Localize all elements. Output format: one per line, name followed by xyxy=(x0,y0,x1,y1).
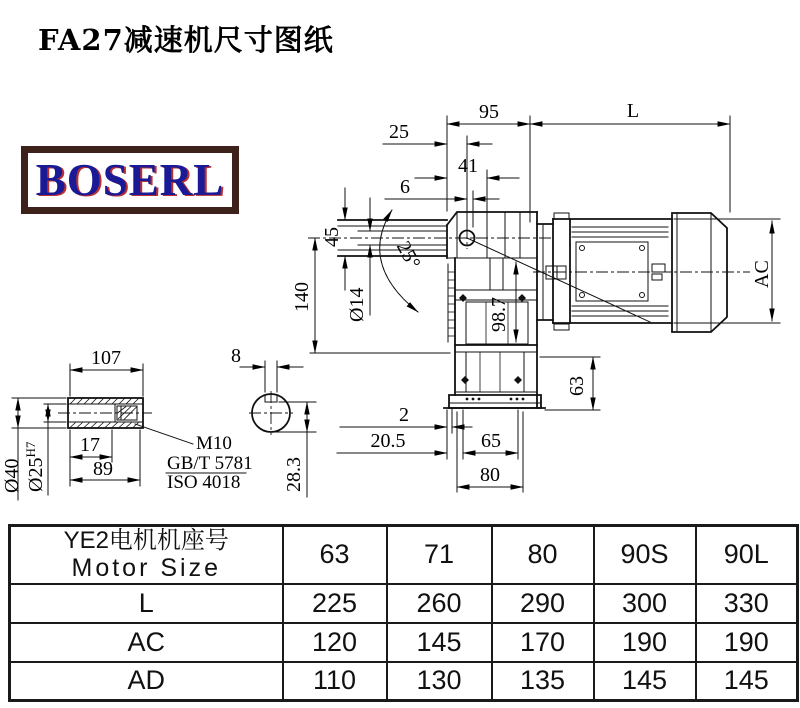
motor xyxy=(533,213,750,332)
cell: 170 xyxy=(492,623,594,662)
cell: 145 xyxy=(696,662,798,701)
dim-45: 45 xyxy=(321,227,343,247)
cell: 225 xyxy=(283,584,387,623)
cell: 110 xyxy=(283,662,387,701)
dim-41: 41 xyxy=(458,155,478,177)
cell: 290 xyxy=(492,584,594,623)
shaft-dimensions xyxy=(1,347,253,500)
gearbox-housing xyxy=(380,210,650,408)
cell: 135 xyxy=(492,662,594,701)
dim-dia14: Ø14 xyxy=(346,287,368,322)
dimension-table xyxy=(8,524,799,702)
standard-gb: GB/T 5781 xyxy=(167,453,253,474)
dim-angle-25: 25° xyxy=(392,237,425,273)
page-title: FA27减速机尺寸图纸 xyxy=(38,23,334,57)
row-label: AC xyxy=(10,623,283,662)
col-header: 63 xyxy=(283,526,387,584)
col-header: 90S xyxy=(594,526,696,584)
cell: 190 xyxy=(594,623,696,662)
dim-25: 25 xyxy=(389,121,409,143)
cell: 190 xyxy=(696,623,798,662)
thread-callout-m10: M10 xyxy=(196,433,232,454)
cell: 145 xyxy=(387,623,492,662)
cell: 300 xyxy=(594,584,696,623)
table-row xyxy=(10,584,798,623)
cell: 130 xyxy=(387,662,492,701)
dim-63: 63 xyxy=(566,376,588,396)
dim-89: 89 xyxy=(93,458,113,480)
motor-size-header-en: Motor Size xyxy=(71,553,221,582)
dim-95: 95 xyxy=(479,101,499,123)
col-header: 80 xyxy=(492,526,594,584)
dim-28-3: 28.3 xyxy=(283,457,305,492)
dim-140: 140 xyxy=(291,282,313,312)
cell: 330 xyxy=(696,584,798,623)
dim-6: 6 xyxy=(400,176,410,198)
dim-80: 80 xyxy=(480,464,500,486)
dim-17: 17 xyxy=(80,434,100,456)
dim-AC: AC xyxy=(751,260,773,288)
motor-size-header-cn: YE2电机机座号 xyxy=(63,527,229,555)
dim-8: 8 xyxy=(231,345,241,367)
table-row xyxy=(10,623,798,662)
keyway-cross-section xyxy=(231,345,316,497)
boserl-logo-text: BOSERL xyxy=(35,154,225,205)
output-shaft-lines xyxy=(308,220,553,256)
table-row xyxy=(10,662,798,701)
dim-dia25-h7: $Ø25^{H7}$ xyxy=(23,441,47,492)
row-label: AD xyxy=(10,662,283,701)
dim-2: 2 xyxy=(399,404,409,426)
dim-107: 107 xyxy=(91,347,121,369)
dim-98-7: 98.7 xyxy=(488,297,510,332)
motor-size-header xyxy=(10,526,283,584)
cell: 145 xyxy=(594,662,696,701)
cell: 120 xyxy=(283,623,387,662)
hollow-shaft-section xyxy=(58,398,193,444)
dim-20-5: 20.5 xyxy=(370,430,406,452)
dim-dia40: Ø40 xyxy=(1,458,23,493)
row-label: L xyxy=(10,584,283,623)
col-header: 71 xyxy=(387,526,492,584)
dim-65: 65 xyxy=(481,430,501,452)
cell: 260 xyxy=(387,584,492,623)
standard-iso: ISO 4018 xyxy=(167,472,241,493)
col-header: 90L xyxy=(696,526,798,584)
dim-L: L xyxy=(626,100,640,122)
table-header-row xyxy=(10,526,798,584)
